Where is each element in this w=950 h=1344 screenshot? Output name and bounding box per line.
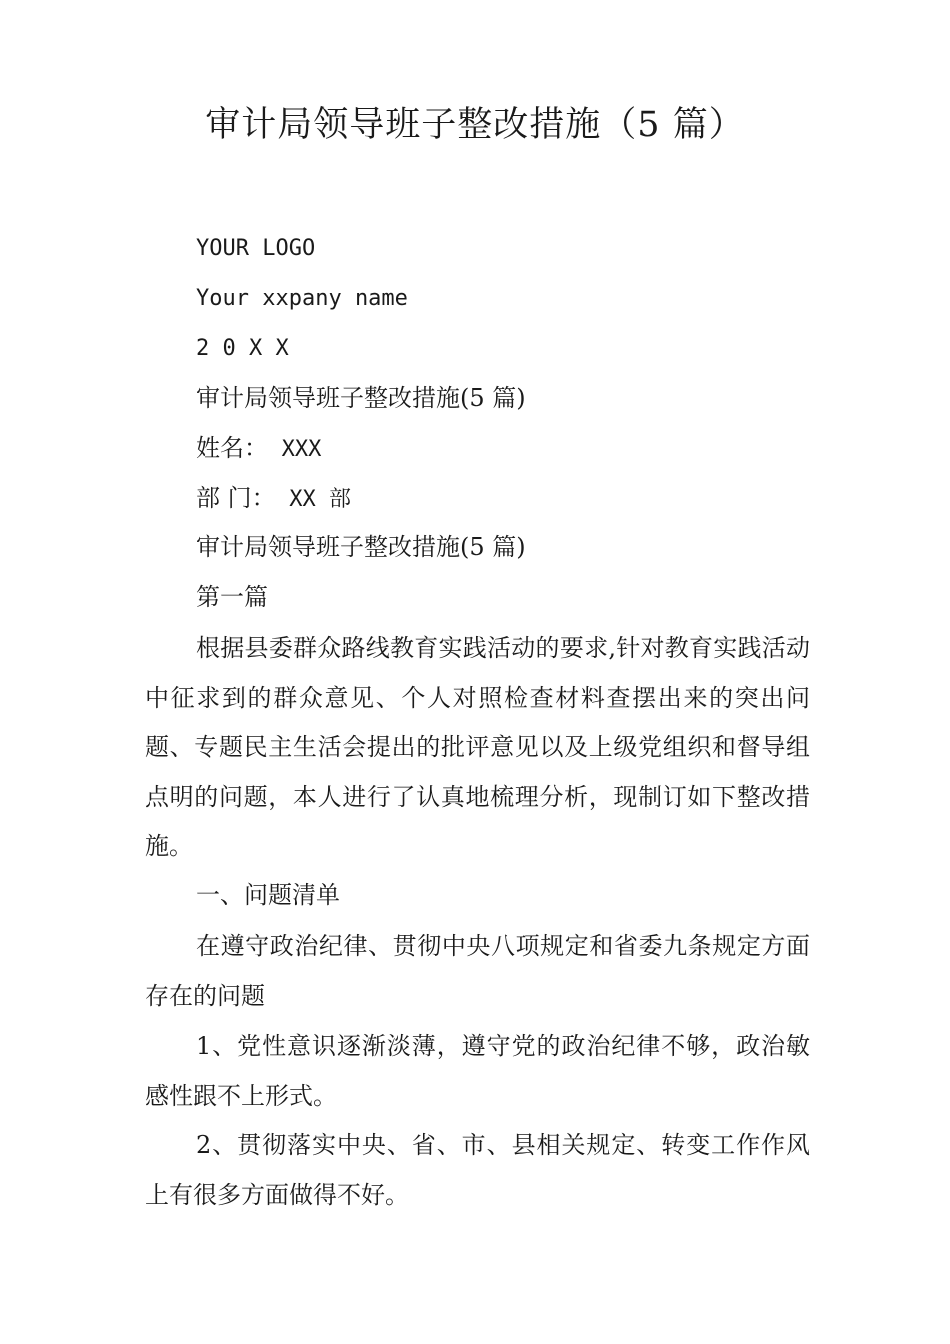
department-value: XX 部: [289, 487, 352, 512]
intro-paragraph: 根据县委群众路线教育实践活动的要求,针对教育实践活动中征求到的群众意见、个人对照检查材料查摆出来的突出问题、专题民主生活会提出的批评意见以及上级党组织和督导组点明的问题，本人进行了认真地梳理分析，现制订如下整改措施。: [145, 634, 810, 860]
logo-placeholder: YOUR LOGO: [196, 236, 316, 261]
issue-item-1: 1、党性意识逐渐淡薄，遵守党的政治纪律不够，政治敏感性跟不上形式。: [145, 1032, 810, 1110]
category-paragraph: 在遵守政治纪律、贯彻中央八项规定和省委九条规定方面存在的问题: [145, 932, 810, 1010]
department-row: [196, 483, 351, 515]
name-value: XXX: [281, 437, 322, 462]
body-doc-title: 审计局领导班子整改措施(5 篇): [196, 533, 526, 561]
document-title: 审计局领导班子整改措施（5 篇）: [205, 105, 745, 145]
list-heading: 一、问题清单: [196, 881, 340, 909]
section-heading: 第一篇: [196, 583, 268, 611]
name-label: 姓名：: [196, 434, 268, 462]
name-row: [196, 433, 321, 465]
year-text: 2 0 X X: [196, 336, 289, 361]
issue-item-2: 2、贯彻落实中央、省、市、县相关规定、转变工作作风上有很多方面做得不好。: [145, 1131, 810, 1209]
company-name: Your xxpany name: [196, 286, 408, 311]
cover-doc-title: 审计局领导班子整改措施(5 篇): [196, 384, 526, 412]
department-label: 部 门：: [196, 484, 276, 512]
